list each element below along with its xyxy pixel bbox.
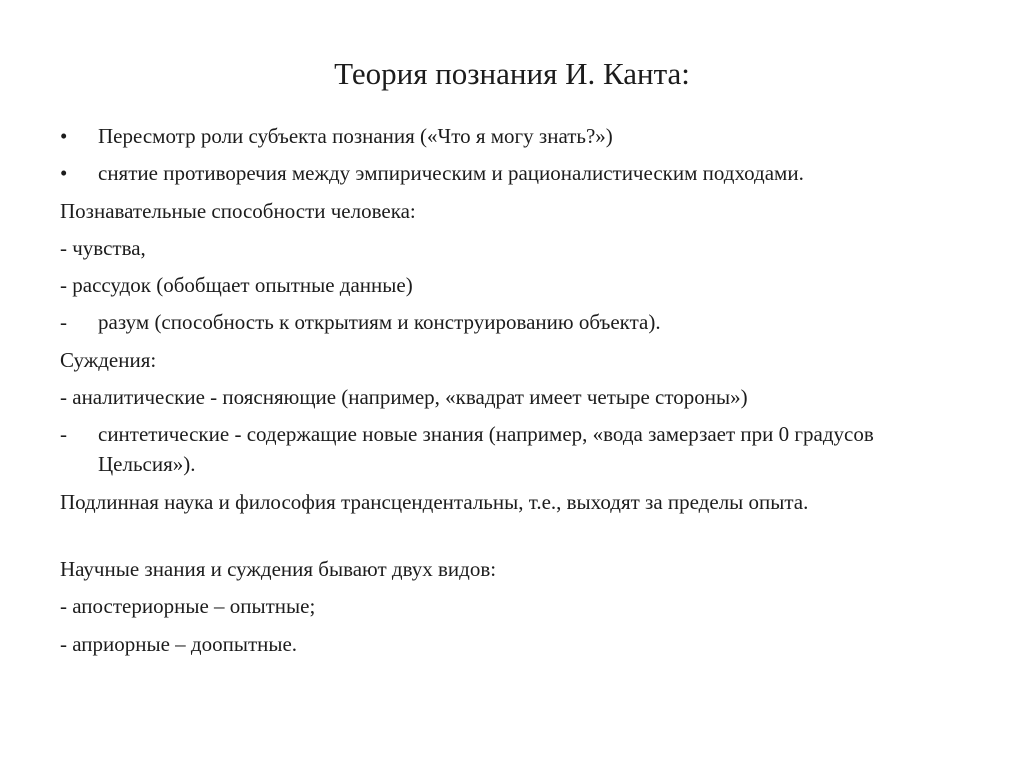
cognitive-item-text: - чувства,: [60, 235, 146, 260]
synthetic-item-text: синтетические - содержащие новые знания (например, «вода замерзает при 0 градусов Цельсия»).: [98, 422, 874, 477]
synthetic-item: [60, 419, 960, 479]
cognitive-item: [60, 270, 960, 300]
cognitive-heading-text: Познавательные способности человека:: [60, 198, 416, 223]
bullet-item: [60, 158, 960, 188]
judgments-heading-text: Суждения:: [60, 347, 157, 372]
judgments-heading: [60, 345, 960, 375]
bullet-marker: •: [60, 161, 68, 186]
cognitive-item-text: - рассудок (обобщает опытные данные): [60, 273, 413, 298]
analytic-item: [60, 382, 960, 412]
knowledge-heading: [60, 554, 960, 584]
reason-item: [60, 307, 960, 337]
bullet-text: снятие противоречия между эмпирическим и рационалистическим подходами.: [98, 161, 804, 186]
analytic-item-text: - аналитические - поясняющие (например, «квадрат имеет четыре стороны»): [60, 385, 748, 410]
knowledge-item-text: - априорные – доопытные.: [60, 631, 298, 656]
transcendental-paragraph: [60, 487, 960, 547]
dash-marker: -: [60, 310, 67, 335]
cognitive-item: [60, 233, 960, 263]
dash-marker: -: [60, 422, 67, 447]
bullet-text: Пересмотр роли субъекта познания («Что я могу знать?»): [98, 124, 613, 148]
bullet-marker: •: [60, 124, 68, 148]
reason-item-text: разум (способность к открытиям и конструированию объекта).: [98, 310, 661, 335]
transcendental-text: Подлинная наука и философия трансцендентальны, т.е., выходят за пределы опыта.: [60, 489, 809, 514]
knowledge-item: [60, 591, 960, 621]
slide-title: Теория познания И. Канта:: [334, 56, 690, 91]
cognitive-heading: [60, 196, 960, 226]
knowledge-heading-text: Научные знания и суждения бывают двух видов:: [60, 556, 497, 581]
knowledge-item-text: - апостериорные – опытные;: [60, 594, 316, 619]
knowledge-item: [60, 629, 960, 659]
bullet-item: [60, 121, 960, 151]
slide-content: [60, 121, 960, 666]
